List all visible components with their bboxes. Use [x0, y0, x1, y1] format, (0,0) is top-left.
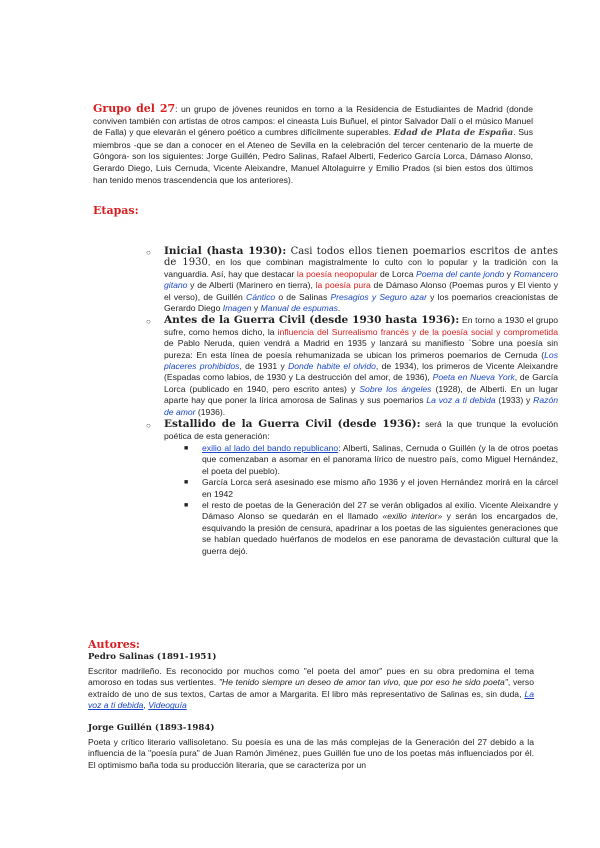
link-manual-espumas[interactable]: Manual de espumas: [260, 303, 338, 314]
highlight-surrealismo: influencia del Surrealismo francés y de la poesía social y comprometida: [277, 326, 558, 337]
stage-text: de Dámaso Alonso (Poemas puros y El viento y el verso), de Guillén: [164, 280, 558, 302]
author-salinas-bio: [88, 666, 534, 712]
link-poeta-nueva-york[interactable]: Poeta en Nueva York: [432, 372, 515, 383]
stage-text: y los poemarios creacionistas de Gerardo Diego: [164, 291, 559, 314]
sub-text: García Lorca será asesinado ese mismo año 1936 y el joven Hernández morirá en la cárcel en 1942: [202, 477, 558, 499]
edad-de-plata-label: Edad de Plata de España: [393, 128, 514, 139]
sub-text: el resto de poetas de la Generación del 27 se verán obligados al exilio. Vicente Aleixandre y Dámaso Alonso se quedarán en el llamado: [202, 499, 558, 522]
sub-item-resto: [184, 500, 558, 557]
separator: ,: [143, 700, 149, 711]
sub-item-exilio: [184, 443, 558, 477]
square-bullet-icon: ■: [184, 479, 189, 487]
etapas-heading: Etapas:: [93, 204, 139, 217]
stage-text: (1933) y: [495, 395, 534, 406]
link-romancero-gitano[interactable]: Romancero gitano: [164, 268, 559, 291]
link-la-voz-a-ti-debida[interactable]: La voz a ti debida: [426, 395, 496, 406]
intro-text-2: . Sus miembros -que se dan a conocer en el Ateneo de Sevilla en la celebración del tercer centenario de la muerte de Góngora- son los siguientes: Jorge Guillén, Pedro Salinas, Rafael Alberti, Federico García Lorca, Dámaso Alonso, Gerardo Diego, Luis Cernuda, Vicente Aleixandre, Manuel Altolaguirre y Emilio Prados (si bien estos dos últimos han tenido menos trascendencia que los anteriores).: [93, 127, 534, 185]
link-poema-cante-jondo[interactable]: Poema del cante jondo: [416, 268, 505, 279]
stage-text: de Pablo Neruda, quien vendrá a Madrid en 1935 y lanzará su manifiesto `Sobre una poesía sin pureza: En esta línea de poesía rehumanizada se ubican los primeros poemarios de Cernuda (: [164, 338, 558, 360]
link-sobre-los-angeles[interactable]: Sobre los ángeles: [359, 383, 432, 394]
link-donde-habite[interactable]: Donde habite el olvido: [288, 361, 376, 372]
intro-paragraph: [93, 103, 533, 186]
stage-estallido: [146, 419, 558, 557]
bio-text: Escritor madrileño. Es reconocido por muchos como "el poeta del amor" pues en su obra predomina el tema amoroso en todas sus vertientes.: [88, 665, 534, 688]
square-bullet-icon: ■: [184, 501, 189, 509]
stage-text: , en los que combinan magistralmente lo culto con lo popular y la tradición con la vanguardia. Así, hay que destacar: [164, 257, 558, 279]
stage-text: , de García Lorca (publicado en 1940, pero escrito antes) y: [164, 372, 559, 394]
autores-heading: Autores:: [88, 638, 140, 651]
group-title: Grupo del 27: [93, 102, 176, 115]
author-guillen: [88, 723, 534, 771]
stages-list: [146, 246, 558, 557]
stage-text: (1928), de Alberti. En un lugar aparte hay que poner la lírica amorosa de Salinas y sus poemarios: [164, 383, 558, 406]
square-bullet-icon: ■: [184, 444, 189, 452]
stage-text: (1936).: [195, 406, 226, 417]
bio-text: , verso extraído de uno de sus textos, Cartas de amor a Margarita. El libro más representativo de Salinas es, sin duda,: [88, 677, 534, 699]
stage-text: y: [251, 303, 261, 314]
link-presagios[interactable]: Presagios y Seguro azar: [330, 291, 427, 302]
circle-bullet-icon: ○: [146, 317, 151, 327]
highlight-poesia-pura: la poesía pura: [315, 280, 371, 291]
stage-inicial-title: Inicial (hasta 1930):: [164, 245, 287, 257]
intro-text-1: : un grupo de jóvenes reunidos en torno a la Residencia de Estudiantes de Madrid (donde conviven también con artistas de otros campos: el cineasta Luis Buñuel, el pintor Salvador Dalí o el músico Manuel de Falla) y que elevarán el género poético a cumbres difícilmente superables.: [93, 104, 533, 138]
stage-text: .: [337, 303, 341, 314]
sub-text: : Alberti, Salinas, Cernuda o Guillén (y la de otros poetas que comenzaban a asomar en el panorama lírico de nuestro país, como Miguel Hernández, el poeta del pueblo).: [202, 442, 558, 476]
stage-estallido-title: Estallido de la Guerra Civil (desde 1936):: [164, 418, 421, 431]
sub-item-lorca: [184, 477, 558, 500]
link-cantico[interactable]: Cántico: [246, 291, 276, 302]
author-salinas-name: Pedro Salinas (1891-1951): [88, 652, 217, 662]
salinas-quote: "He tenido siempre un deseo de amor tan vivo, que por eso he sido poeta": [218, 677, 508, 688]
circle-bullet-icon: ○: [146, 248, 151, 257]
link-imagen[interactable]: Imagen: [222, 303, 252, 314]
author-salinas: [88, 652, 534, 712]
stage-text: , de 1934), los primeros de Vicente Aleixandre (Espadas como labios, de 1930 y La destrucción del amor, de 1936),: [164, 361, 558, 383]
exilio-interior-term: «exilio interior»: [382, 511, 443, 522]
link-voz-a-ti-debida[interactable]: La voz a ti debida: [88, 688, 534, 711]
author-guillen-bio: Poeta y crítico literario vallisoletano. Su poesía es una de las más complejas de la Generación del 27 debido a la influencia de la "poesía pura" de Juan Ramón Jiménez, pues Guillén fue uno de los poetas más influenciados por él. El optimismo baña toda su producción literaria, que se caracteriza por un: [88, 736, 534, 770]
stage-inicial: [146, 246, 558, 314]
stage-text: , de 1931 y: [239, 361, 289, 372]
stage-text: y: [504, 268, 514, 279]
stage-text: de Lorca: [377, 268, 417, 279]
estallido-sublist: [164, 443, 558, 557]
link-videoguia[interactable]: Videoguía: [148, 700, 187, 711]
highlight-neopopular: la poesía neopopular: [296, 268, 378, 279]
link-placeres-prohibidos[interactable]: Los placeres prohibidos: [164, 349, 558, 372]
stage-antes-guerra: [146, 315, 558, 418]
link-exilio-republicano[interactable]: exilio al lado del bando republicano: [202, 442, 339, 453]
stage-inicial-lead: Casi todos ellos tienen poemarios escritos de antes de 1930: [164, 246, 559, 269]
stage-text: o de Salinas: [275, 291, 331, 302]
sub-text: y serán los encargados de, esquivando la presión de censura, apadrinar a los poetas de las siguientes generaciones que se habían quedado huérfanos de modelos en ese panorama de devastación cultural que la guerra dejó.: [202, 511, 558, 556]
stage-text: En torno a 1930 el grupo sufre, como hemos dicho, la: [164, 315, 558, 337]
author-guillen-name: Jorge Guillén (1893-1984): [88, 723, 215, 733]
stage-antes-title: Antes de la Guerra Civil (desde 1930 hasta 1936):: [164, 314, 460, 327]
stage-text: y de Alberti (Marinero en tierra),: [187, 280, 316, 291]
circle-bullet-icon: ○: [146, 421, 151, 431]
link-razon-de-amor[interactable]: Razón de amor: [164, 395, 558, 417]
stage-text: será la que trunque la evolución poética de esta generación:: [164, 419, 558, 441]
